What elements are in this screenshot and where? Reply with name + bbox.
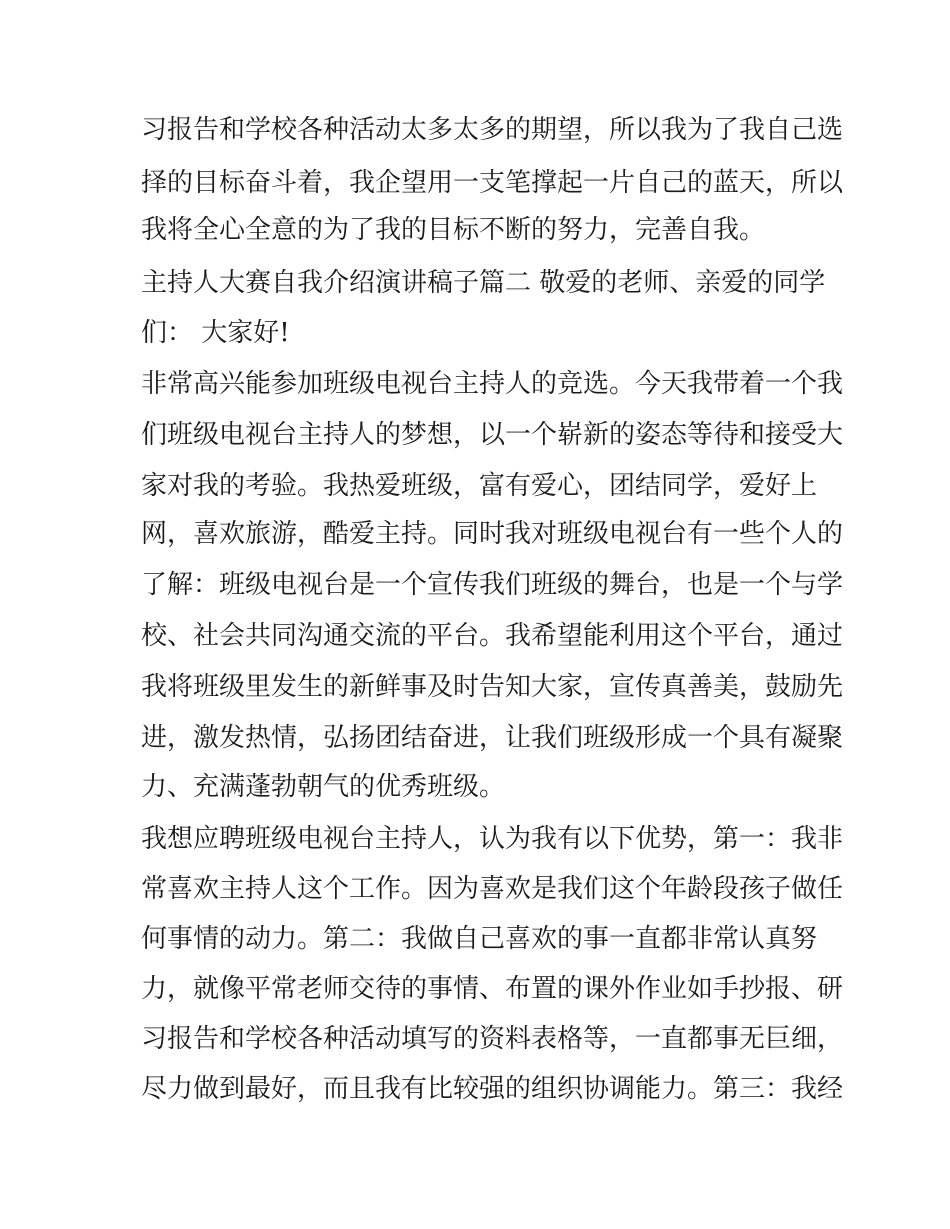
text-line: 我将全心全意的为了我的目标不断的努力，完善自我。 <box>141 215 766 245</box>
text-line: 网，喜欢旅游，酷爱主持。同时我对班级电视台有一些个人的 <box>141 519 844 549</box>
heading-line: 主持人大赛自我介绍演讲稿子篇二 敬爱的老师、亲爱的同学 <box>141 268 826 298</box>
text-line: 择的目标奋斗着，我企望用一支笔撑起一片自己的蓝天，所以 <box>141 168 844 198</box>
text-line: 何事情的动力。第二：我做自己喜欢的事一直都非常认真努 <box>141 924 818 954</box>
text-line: 力、充满蓬勃朝气的优秀班级。 <box>141 772 506 802</box>
text-line: 尽力做到最好，而且我有比较强的组织协调能力。第三：我经 <box>141 1074 844 1104</box>
text-line: 我将班级里发生的新鲜事及时告知大家，宣传真善美，鼓励先 <box>141 672 844 702</box>
text-line: 们班级电视台主持人的梦想，以一个崭新的姿态等待和接受大 <box>141 420 844 450</box>
text-line: 非常高兴能参加班级电视台主持人的竞选。今天我带着一个我 <box>141 369 844 399</box>
text-line: 家对我的考验。我热爱班级，富有爱心，团结同学，爱好上 <box>141 471 818 501</box>
text-line: 进，激发热情，弘扬团结奋进，让我们班级形成一个具有凝聚 <box>141 723 844 753</box>
text-line: 了解：班级电视台是一个宣传我们班级的舞台，也是一个与学 <box>141 570 844 600</box>
text-line: 习报告和学校各种活动太多太多的期望，所以我为了我自己选 <box>141 115 844 145</box>
text-line: 力，就像平常老师交待的事情、布置的课外作业如手抄报、研 <box>141 974 844 1004</box>
text-line: 我想应聘班级电视台主持人，认为我有以下优势，第一：我非 <box>141 824 844 854</box>
text-line: 常喜欢主持人这个工作。因为喜欢是我们这个年龄段孩子做任 <box>141 874 844 904</box>
text-line: 们： 大家好! <box>141 318 290 348</box>
text-line: 校、社会共同沟通交流的平台。我希望能利用这个平台，通过 <box>141 621 844 651</box>
text-line: 习报告和学校各种活动填写的资料表格等，一直都事无巨细， <box>141 1024 844 1054</box>
